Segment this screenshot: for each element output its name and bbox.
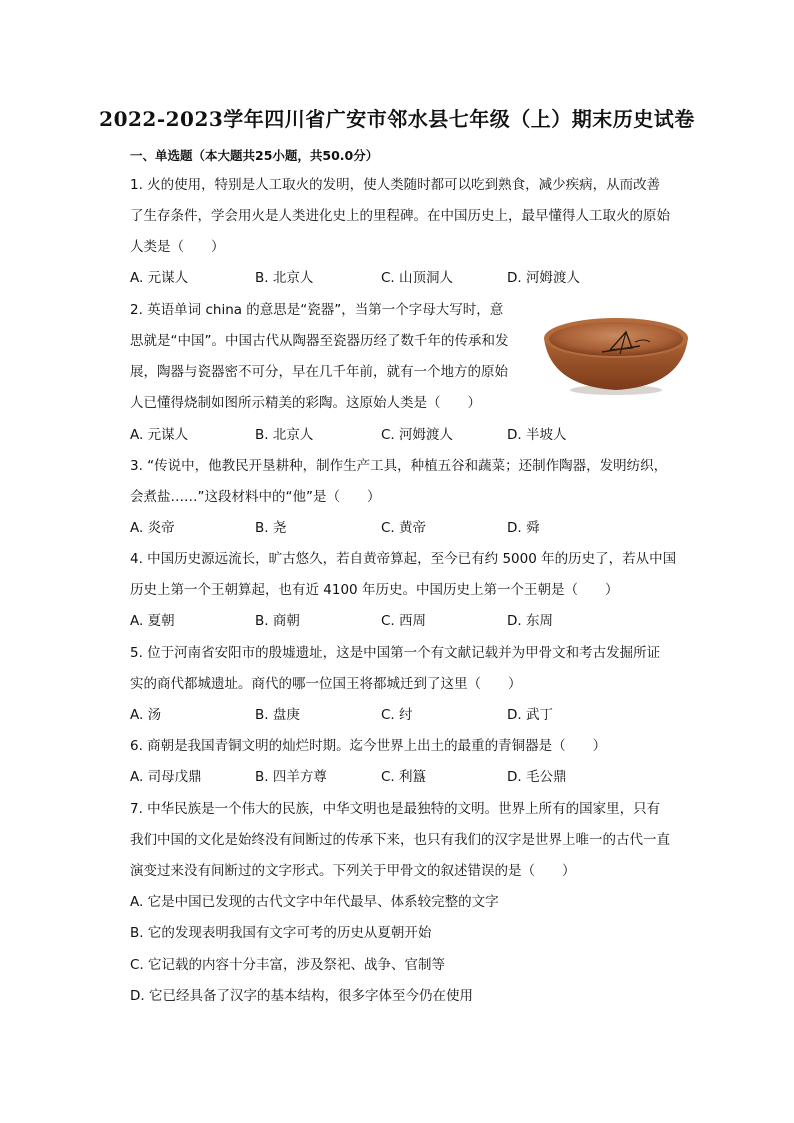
option-a[interactable]: A. 元谋人 (130, 427, 189, 443)
question-text-line: 2. 英语单词 china 的意思是“瓷器”，当第一个字母大写时，意 (130, 302, 504, 318)
painted-pottery-bowl-image (540, 312, 692, 396)
question-text-line: 历史上第一个王朝算起，也有近 4100 年历史。中国历史上第一个王朝是（ ） (130, 582, 619, 598)
option-c[interactable]: C. 山顶洞人 (381, 270, 454, 286)
question-text-line: 了生存条件，学会用火是人类进化史上的里程碑。在中国历史上，最早懂得人工取火的原始 (130, 208, 670, 224)
option-d[interactable]: D. 它已经具备了汉字的基本结构，很多字体至今仍在使用 (130, 988, 473, 1004)
option-b[interactable]: B. 北京人 (255, 270, 314, 286)
question-text-line: 实的商代都城遗址。商代的哪一位国王将都城迁到了这里（ ） (130, 676, 522, 692)
option-d[interactable]: D. 半坡人 (507, 427, 567, 443)
question-text-line: 3. “传说中，他教民开垦耕种，制作生产工具，种植五谷和蔬菜；还制作陶器，发明纺织， (130, 458, 668, 474)
option-a[interactable]: A. 夏朝 (130, 613, 175, 629)
option-a[interactable]: A. 汤 (130, 707, 162, 723)
question-text-line: 演变过来没有间断过的文字形式。下列关于甲骨文的叙述错误的是（ ） (130, 863, 576, 879)
question-text-line: 1. 火的使用，特别是人工取火的发明，使人类随时都可以吃到熟食，减少疾病，从而改善 (130, 177, 661, 193)
option-a[interactable]: A. 它是中国已发现的古代文字中年代最早、体系较完整的文字 (130, 894, 499, 910)
option-c[interactable]: C. 西周 (381, 613, 427, 629)
question-text-line: 4. 中国历史源远流长，旷古悠久，若自黄帝算起，至今已有约 5000 年的历史了，若从中国 (130, 551, 677, 567)
question-text-line: 展，陶器与瓷器密不可分，早在几千年前，就有一个地方的原始 (130, 364, 508, 380)
option-d[interactable]: D. 河姆渡人 (507, 270, 580, 286)
page-title: 2022-2023学年四川省广安市邻水县七年级（上）期末历史试卷 (99, 107, 695, 131)
option-a[interactable]: A. 司母戊鼎 (130, 769, 202, 785)
question-text-line: 7. 中华民族是一个伟大的民族，中华文明也是最独特的文明。世界上所有的国家里，只有 (130, 801, 661, 817)
option-d[interactable]: D. 舜 (507, 520, 540, 536)
option-d[interactable]: D. 毛公鼎 (507, 769, 567, 785)
option-b[interactable]: B. 北京人 (255, 427, 314, 443)
option-c[interactable]: C. 它记载的内容十分丰富，涉及祭祀、战争、官制等 (130, 957, 446, 973)
option-b[interactable]: B. 商朝 (255, 613, 300, 629)
section-heading: 一、单选题（本大题共25小题，共50.0分） (130, 148, 379, 163)
option-d[interactable]: D. 武丁 (507, 707, 553, 723)
option-a[interactable]: A. 元谋人 (130, 270, 189, 286)
option-c[interactable]: C. 河姆渡人 (381, 427, 454, 443)
option-b[interactable]: B. 它的发现表明我国有文字可考的历史从夏朝开始 (130, 925, 432, 941)
question-text-line: 我们中国的文化是始终没有间断过的传承下来，也只有我们的汉字是世界上唯一的古代一直 (130, 832, 670, 848)
question-text-line: 人类是（ ） (130, 239, 225, 255)
option-a[interactable]: A. 炎帝 (130, 520, 175, 536)
question-text-line: 6. 商朝是我国青铜文明的灿烂时期。迄今世界上出土的最重的青铜器是（ ） (130, 738, 607, 754)
option-c[interactable]: C. 黄帝 (381, 520, 427, 536)
question-text-line: 思就是“中国”。中国古代从陶器至瓷器历经了数千年的传承和发 (130, 333, 509, 349)
option-d[interactable]: D. 东周 (507, 613, 553, 629)
question-text-line: 人已懂得烧制如图所示精美的彩陶。这原始人类是（ ） (130, 395, 481, 411)
question-text-line: 5. 位于河南省安阳市的殷墟遗址，这是中国第一个有文献记载并为甲骨文和考古发掘所证 (130, 645, 661, 661)
option-b[interactable]: B. 尧 (255, 520, 287, 536)
option-b[interactable]: B. 盘庚 (255, 707, 300, 723)
question-text-line: 会煮盐……”这段材料中的“他”是（ ） (130, 489, 381, 505)
option-b[interactable]: B. 四羊方尊 (255, 769, 327, 785)
option-c[interactable]: C. 纣 (381, 707, 413, 723)
option-c[interactable]: C. 利簋 (381, 769, 427, 785)
